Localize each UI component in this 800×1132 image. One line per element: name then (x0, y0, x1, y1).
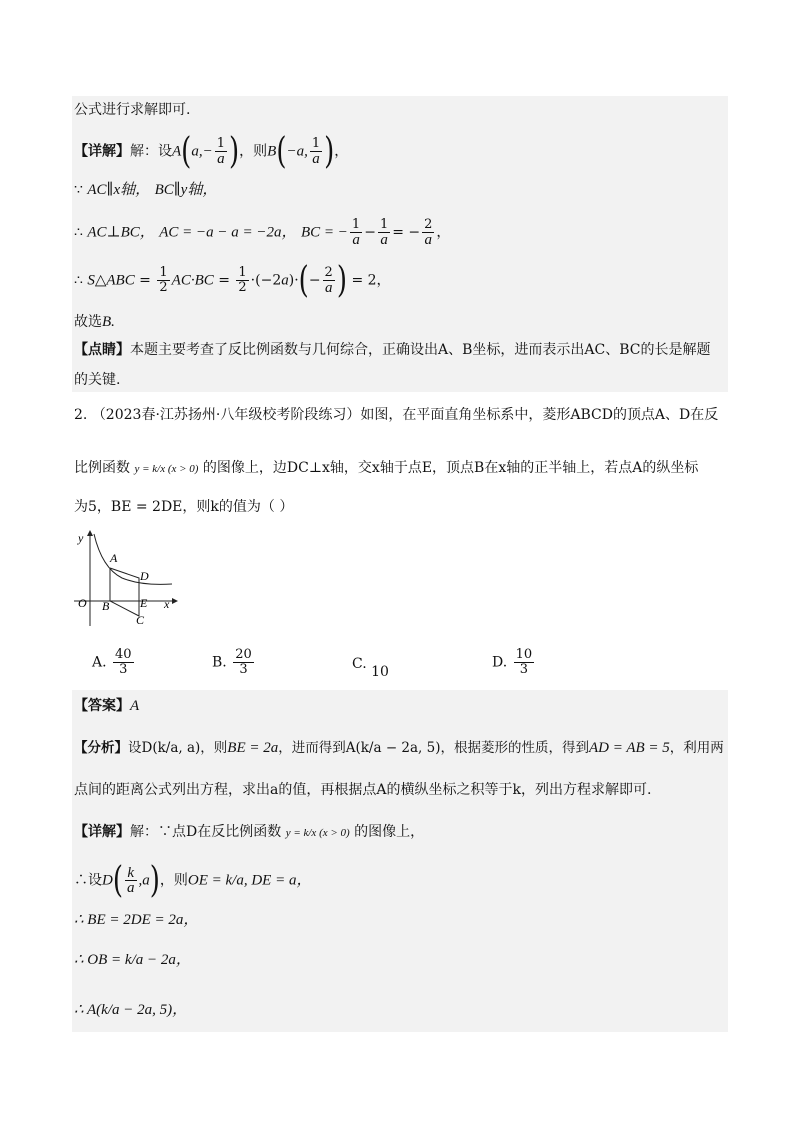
step-1: ∴设D( $\frac{k}{a}$ ,a)，则OE = k/a, DE = a， (74, 859, 312, 902)
figure-label-B: B (102, 599, 110, 613)
detail-tag: 【详解】 (74, 143, 130, 160)
analysis-line-1: 【分析】设D(k/a, a)，则BE = 2a，进而得到A(k/a − 2a, 5)，根据菱形的性质，得到AD = AB = 5，利用两 (74, 740, 724, 756)
figure-label-D: D (140, 569, 149, 583)
area-line: ∴ S△ABC = $\frac{1}{2}$ AC·BC = $\frac{1}{2}$ ·(−2a)·(− $\frac{2}{a}$ ) = 2， (74, 259, 391, 302)
option-b[interactable]: B. $\frac{20}{3}$ (212, 647, 252, 677)
detail-line: 【详解】解：设A(a,− $\frac{1}{a}$ )，则B(−a, $\frac{1}{a}$ )， (74, 130, 349, 173)
figure-label-E: E (140, 596, 148, 610)
figure-label-x: x (164, 597, 170, 611)
comment-line-2: 的关键. (74, 372, 121, 388)
comment-line: 【点睛】本题主要考查了反比例函数与几何综合，正确设出A、B坐标，进而表示出AC、BC的长是解题 (74, 342, 711, 358)
option-c[interactable]: C. 10 (352, 656, 389, 680)
step-2: ∴ BE = 2DE = 2a， (74, 912, 199, 928)
choose-line: 故选B. (74, 314, 115, 330)
figure-label-A: A (110, 551, 118, 565)
step-4: ∴ A(k/a − 2a, 5)， (74, 1002, 188, 1018)
option-a[interactable]: A. $\frac{40}{3}$ (92, 647, 132, 677)
analysis-line-2: 点间的距离公式列出方程，求出a的值，再根据点A的横纵坐标之积等于k，列出方程求解即可. (74, 782, 652, 798)
rhombus-figure (72, 528, 182, 628)
question-line-1: 2. （2023春·江苏扬州·八年级校考阶段练习）如图，在平面直角坐标系中，菱形ABCD的顶点A、D在反 (74, 407, 719, 423)
figure-label-O: O (78, 596, 87, 610)
option-d[interactable]: D. $\frac{10}{3}$ (492, 647, 533, 677)
parallel-line: ∵ AC∥x轴， BC∥y轴， (74, 182, 218, 198)
question-line-2: 比例函数 y = k/x (x > 0) 的图像上，边DC⊥x轴，交x轴于点E，顶点B在x轴的正半轴上，若点A的纵坐标 (74, 460, 699, 476)
step-3: ∴ OB = k/a − 2a， (74, 952, 191, 968)
figure-label-y: y (78, 531, 84, 545)
question-line-3: 为5，BE = 2DE，则k的值为（ ） (74, 499, 294, 515)
figure-label-C: C (136, 613, 145, 627)
perp-line: ∴ AC⊥BC， AC = −a − a = −2a， BC = − $\frac{1}{a}$ − $\frac{1}{a}$ = − $\frac{2}{a}$ ， (74, 217, 451, 248)
answer-line: 【答案】A (74, 698, 140, 714)
intro-line: 公式进行求解即可. (74, 102, 191, 118)
detail2-line: 【详解】解：∵点D在反比例函数 y = k/x (x > 0) 的图像上， (74, 824, 425, 840)
